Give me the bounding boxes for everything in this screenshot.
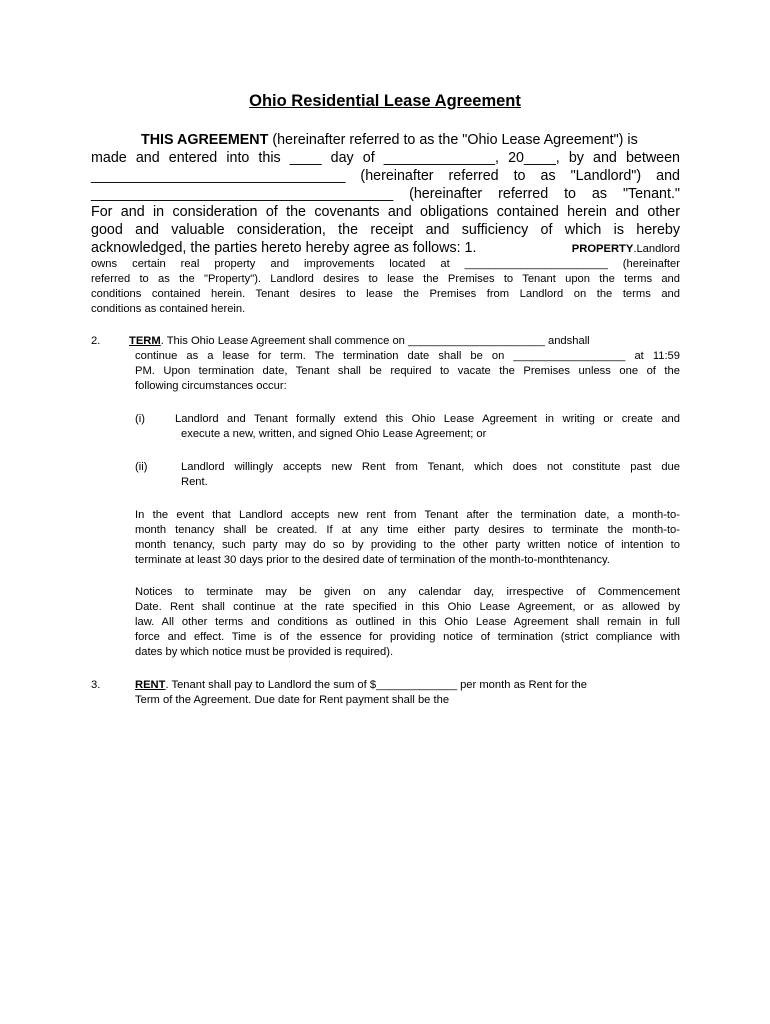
intro-line-7 (91, 240, 680, 256)
intro-line-6: good and valuable consideration, the receipt and sufficiency of which is hereby (91, 222, 680, 238)
intro-line-1 (91, 132, 680, 148)
intro-line-3: ________________________________ (hereinafter referred to as "Landlord") and (91, 168, 680, 184)
term-item-ii-label: (ii) (135, 461, 148, 473)
term-item-i-line-1: Landlord and Tenant formally extend this Ohio Lease Agreement in writing or create and (175, 413, 680, 425)
term-line-4: following circumstances occur: (135, 380, 287, 392)
term-item-ii-line-1: Landlord willingly accepts new Rent from Tenant, which does not constitute past due (181, 461, 680, 473)
rent-line-1 (135, 679, 680, 691)
term-heading: TERM (129, 335, 161, 347)
property-line-4: conditions as contained herein. (91, 303, 246, 315)
intro-line-1-text: (hereinafter referred to as the "Ohio Lease Agreement") is (268, 132, 638, 148)
term-para-2-line-5: dates by which notice must be provided is required). (135, 646, 394, 658)
intro-line-4: ______________________________________ (hereinafter referred to as "Tenant." (91, 186, 680, 202)
term-line-1-text: . This Ohio Lease Agreement shall commence on ______________________ andshall (160, 335, 590, 347)
intro-lead-bold: THIS AGREEMENT (141, 132, 269, 148)
rent-line-2: Term of the Agreement. Due date for Rent payment shall be the (135, 694, 450, 706)
term-line-3: PM. Upon termination date, Tenant shall be required to vacate the Premises unless one of the (135, 365, 680, 377)
term-para-2-line-2: Date. Rent shall continue at the rate specified in this Ohio Lease Agreement, or as allowed by (135, 601, 680, 613)
rent-line-1-text: . Tenant shall pay to Landlord the sum of $_____________ per month as Rent for the (165, 679, 587, 691)
term-item-i-line-2: execute a new, written, and signed Ohio Lease Agreement; or (181, 428, 487, 440)
property-line-1: owns certain real property and improvements located at _______________________ (hereinafter (91, 258, 680, 270)
term-para-1-line-4: terminate at least 30 days prior to the desired date of termination of the month-to-monthtenancy. (135, 554, 610, 566)
property-heading: PROPERTY (571, 243, 634, 255)
term-item-ii-line-2: Rent. (181, 476, 208, 488)
term-line-1 (129, 335, 680, 347)
term-para-2-line-1: Notices to terminate may be given on any calendar day, irrespective of Commencement (135, 586, 680, 598)
intro-line-7-text: acknowledged, the parties hereto hereby agree as follows: 1. (91, 240, 477, 256)
term-number: 2. (91, 335, 101, 347)
term-item-i-label: (i) (135, 413, 145, 425)
term-line-2: continue as a lease for term. The termination date shall be on __________________ at 11:59 (135, 350, 680, 362)
property-line-2: referred to as the "Property"). Landlord desires to lease the Premises to Tenant upon the terms and (91, 273, 680, 285)
term-para-2-line-4: force and effect. Time is of the essence for providing notice of termination (strict compliance with (135, 631, 680, 643)
intro-line-2: made and entered into this ____ day of ______________, 20____, by and between (91, 150, 680, 166)
term-para-1-line-2: month tenancy shall be created. If at any time either party desires to terminate the month-to- (135, 524, 680, 536)
term-para-2-line-3: law. All other terms and conditions as outlined in this Ohio Lease Agreement shall remain in full (135, 616, 680, 628)
property-heading-tail: .Landlord (633, 243, 680, 255)
document-title: Ohio Residential Lease Agreement (249, 92, 521, 110)
term-para-1-line-3: month tenancy, such party may do so by providing to the other party written notice of intention to (135, 539, 680, 551)
term-para-1-line-1: In the event that Landlord accepts new rent from Tenant after the termination date, a month-to- (135, 509, 680, 521)
rent-number: 3. (91, 679, 101, 691)
intro-line-5: For and in consideration of the covenants and obligations contained herein and other (91, 204, 680, 220)
rent-heading: RENT (135, 679, 166, 691)
property-line-3: conditions contained herein. Tenant desires to lease the Premises from Landlord on the terms and (91, 288, 680, 300)
